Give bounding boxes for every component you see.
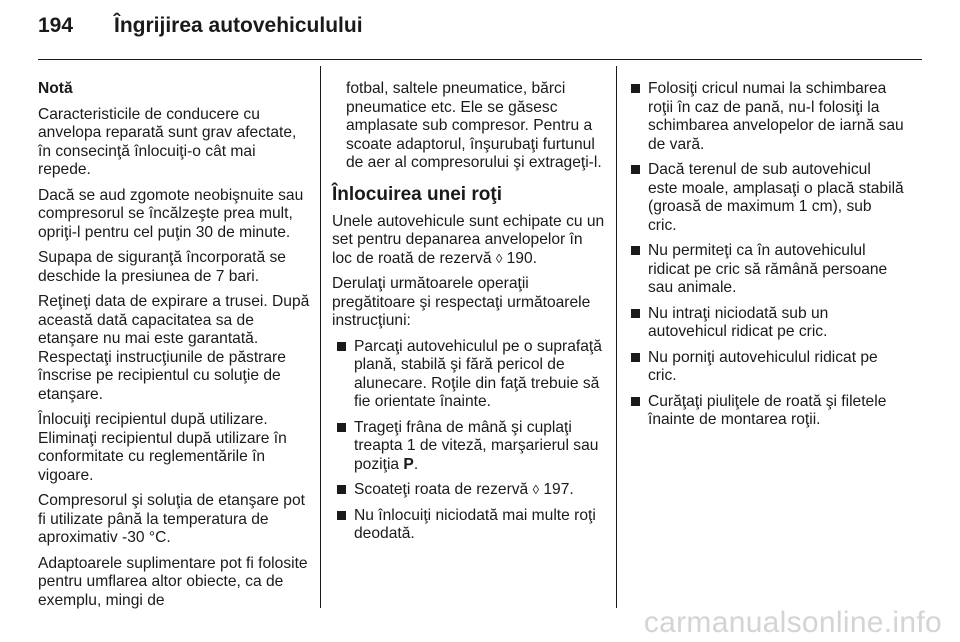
continuation-text: fotbal, saltele pneumatice, bărci pneumatice etc. Ele se găsesc amplasate sub compresor. Pentru a scoate adaptorul, înşurubaţi furtunul de aer al compresorului şi extrageţi-l. [346, 80, 602, 171]
square-bullet-icon [337, 342, 346, 351]
list-item-text: Scoateţi roata de rezervă [354, 481, 529, 498]
lead-paragraph: Derulaţi următoarele operaţii pregătitoare şi respectaţi următoarele instrucţiuni: [332, 275, 591, 329]
list-item [332, 338, 606, 412]
gear-position-p: P [403, 455, 414, 473]
column-1 [38, 80, 310, 617]
column-divider-1 [320, 66, 321, 608]
chapter-title: Îngrijirea autovehiculului [114, 14, 363, 37]
list-item-text: Trageţi frâna de mână şi cuplaţi treapta 1 de viteză, marşarierul sau poziţia [354, 418, 599, 473]
paragraph: Înlocuiţi recipientul după utilizare. Eliminaţi recipientul după utilizare în conformitate cu reglementările în vigoare. [38, 411, 287, 484]
square-bullet-icon [631, 84, 640, 93]
list-item [332, 507, 606, 544]
paragraph: Dacă se aud zgomote neobişnuite sau compresorul se încălzeşte prea mult, opriţi-l pentru cel puţin 30 de minute. [38, 186, 304, 241]
intro-paragraph [332, 213, 606, 269]
list-item-text: Nu permiteţi ca în autovehiculul ridicat pe cric să rămână persoane sau animale. [648, 242, 888, 296]
list-item [626, 305, 904, 342]
list-item [626, 80, 904, 154]
list-item-text: Nu înlocuiţi niciodată mai multe roţi deodată. [354, 506, 596, 542]
list-item-text: Parcaţi autovehiculul pe o suprafaţă plană, stabilă şi fără pericol de alunecare. Roţile din faţă trebuie să fie orientate înainte. [354, 337, 602, 410]
intro-text: Unele autovehicule sunt echipate cu un set pentru depanarea anvelopelor în loc de roată de rezervă [332, 212, 605, 267]
list-item-text: Curăţaţi piuliţele de roată şi filetele înainte de montarea roţii. [648, 392, 887, 428]
header-rule [38, 59, 922, 60]
page-number: 194 [38, 14, 74, 37]
list-item-text: Folosiţi cricul numai la schimbarea roţii în caz de pană, nu-l folosiţi la schimbarea anvelopelor de iarnă sau de vară. [648, 80, 904, 153]
square-bullet-icon [337, 511, 346, 520]
square-bullet-icon [631, 246, 640, 255]
list-item [626, 349, 904, 386]
list-item-ref: 197. [543, 481, 574, 498]
section-title: Înlocuirea unei roţi [332, 183, 502, 205]
column-3 [626, 80, 904, 437]
safety-list [626, 80, 904, 430]
page-ref-icon: ◊ [532, 482, 540, 497]
watermark: carmanualsonline.info [643, 606, 942, 639]
paragraph: Reţineţi data de expirare a trusei. După această dată capacitatea sa de etanşare nu mai este garantată. Respectaţi instrucţiunile de păstrare înscrise pe recipientul cu soluţie de etanşare. [38, 293, 310, 403]
square-bullet-icon [337, 485, 346, 494]
list-item [626, 393, 904, 430]
column-divider-2 [616, 66, 617, 608]
square-bullet-icon [631, 397, 640, 406]
list-item [332, 419, 606, 475]
list-item [626, 161, 904, 235]
column-2 [332, 80, 606, 551]
list-item-text: Dacă terenul de sub autovehicul este moale, amplasaţi o placă stabilă (groasă de maximum 1 cm), sub cric. [648, 161, 904, 234]
paragraph: Caracteristicile de conducere cu anvelopa reparată sunt grav afectate, în consecinţă înlocuiţi-o cât mai repede. [38, 105, 297, 178]
intro-ref: 190. [506, 249, 537, 267]
list-item-end: . [413, 455, 419, 473]
square-bullet-icon [631, 309, 640, 318]
paragraph: Compresorul şi soluţia de etanşare pot fi utilizate până la temperatura de aproximativ -30 °C. [38, 492, 305, 546]
paragraph: Supapa de siguranţă încorporată se deschide la presiunea de 7 bari. [38, 249, 286, 285]
preparation-list [332, 338, 606, 544]
list-item [332, 481, 606, 500]
square-bullet-icon [631, 165, 640, 174]
square-bullet-icon [631, 353, 640, 362]
page-header [38, 14, 922, 38]
square-bullet-icon [337, 423, 346, 432]
page-ref-icon: ◊ [495, 250, 503, 266]
paragraph: Adaptoarele suplimentare pot fi folosite pentru umflarea altor obiecte, ca de exemplu, mingi de [38, 554, 308, 609]
list-item-text: Nu porniţi autovehiculul ridicat pe cric. [648, 348, 878, 384]
note-title: Notă [38, 80, 73, 97]
list-item-text: Nu intraţi niciodată sub un autovehicul ridicat pe cric. [648, 304, 829, 340]
list-item [626, 242, 904, 298]
